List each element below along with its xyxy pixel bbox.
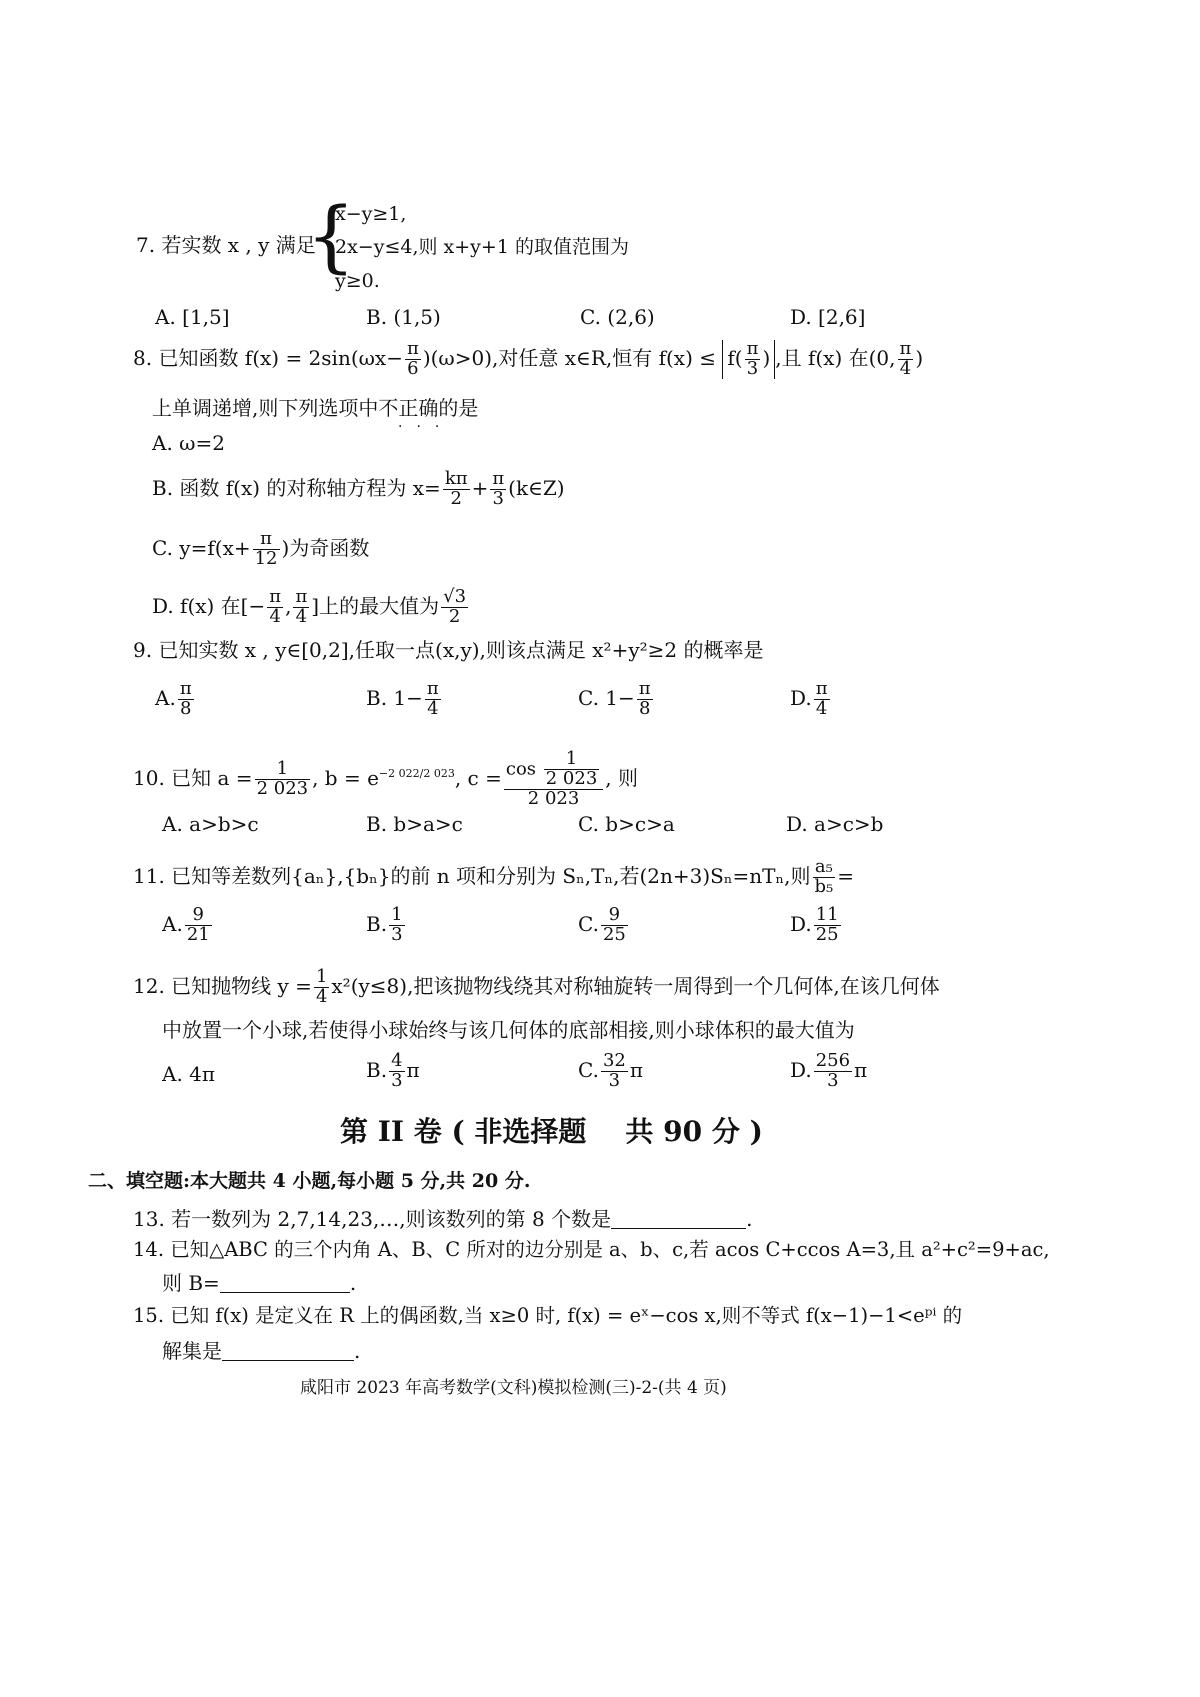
q10-stem: 10. 已知 a = $\frac{1}{2 023}$ , $b = e^{-2 022/2 023}$, c = cos $\frac{1}{2 023}$ 2 023 , 则	[133, 748, 638, 809]
q15-line2: 解集是 .	[162, 1339, 361, 1363]
q15-answer-blank[interactable]	[222, 1340, 354, 1361]
part2-heading: 二、填空题:本大题共 4 小题,每小题 5 分,共 20 分.	[88, 1170, 531, 1192]
q8-l1b: )(ω>0),对任意 x∈R,恒有 f(x) ≤	[422, 345, 717, 370]
q8-option-a: A. ω=2	[152, 431, 225, 455]
q10-option-b: B. b>a>c	[366, 812, 463, 836]
q8-line1: 8. 已知函数 f(x) = 2sin(ωx− $\frac{\pi}{6}$ )(ω>0),对任意 x∈R,恒有 f(x) ≤ f( $\frac{\pi}{3}$ ) ,且 f(x) 在(0, $\frac{\pi}{4}$ )	[133, 338, 924, 379]
q15-line1: 15. 已知 f(x) 是定义在 R 上的偶函数,当 x≥0 时, f(x) = eˣ−cos x,则不等式 f(x−1)−1<eᵖⁱ 的	[133, 1304, 963, 1327]
q10-c-fraction: cos $\frac{1}{2 023}$ 2 023	[504, 750, 603, 809]
q14-line1: 14. 已知△ABC 的三个内角 A、B、C 所对的边分别是 a、b、c,若 acos C+ccos A=3,且 a²+c²=9+ac,	[133, 1238, 1050, 1261]
q7-option-a: A. [1,5]	[155, 305, 230, 329]
q11-option-d: D. $\frac{11}{25}$	[790, 904, 839, 945]
q10-b-exponent: −2 022/2 023	[378, 767, 455, 781]
q14-answer-blank[interactable]	[220, 1272, 350, 1293]
q7-cond2: 2x−y≤4,则 x+y+1 的取值范围为	[335, 236, 629, 258]
q8-emphasis-dots: ···	[398, 419, 454, 435]
q14-line2: 则 B= .	[162, 1271, 357, 1295]
q8-frac-pi6: $\frac{\pi}{6}$	[406, 338, 419, 379]
q7-option-d: D. [2,6]	[790, 305, 866, 329]
q7-option-c: C. (2,6)	[580, 305, 655, 329]
q8-l1e: ,且 f(x) 在(0,	[775, 345, 896, 370]
q9-option-b: B. 1− $\frac{\pi}{4}$	[366, 678, 439, 719]
q7-cond1: x−y≥1,	[335, 203, 407, 225]
page-footer: 咸阳市 2023 年高考数学(文科)模拟检测(三)-2-(共 4 页)	[300, 1378, 727, 1398]
q8-option-c: C. y=f(x+ $\frac{\pi}{12}$ )为奇函数	[152, 528, 370, 569]
q12-line2: 中放置一个小球,若使得小球始终与该几何体的底部相接,则小球体积的最大值为	[162, 1018, 855, 1042]
q9-stem: 9. 已知实数 x , y∈[0,2],任取一点(x,y),则该点满足 x²+y²≥2 的概率是	[133, 638, 764, 662]
q12-option-d: D. $\frac{256}{3}$ π	[790, 1050, 868, 1091]
q12-option-c: C. $\frac{32}{3}$ π	[578, 1050, 644, 1091]
q8-option-d: D. f(x) 在[− $\frac{\pi}{4}$ , $\frac{\pi}{4}$ ]上的最大值为 $\frac{√3}{2}$	[152, 586, 467, 627]
q11-option-b: B. $\frac{1}{3}$	[366, 904, 403, 945]
q8-line2: 上单调递增,则下列选项中不正确的是	[152, 396, 479, 420]
q11-option-c: C. $\frac{9}{25}$	[578, 904, 626, 945]
q9-option-a: A. $\frac{\pi}{8}$	[155, 678, 192, 719]
q7-cond3: y≥0.	[335, 270, 380, 292]
q8-option-b: B. 函数 f(x) 的对称轴方程为 x= $\frac{k\pi}{2}$ + $\frac{\pi}{3}$ (k∈Z)	[152, 468, 565, 509]
q10-option-d: D. a>c>b	[786, 812, 884, 836]
q11-option-a: A. $\frac{9}{21}$	[162, 904, 210, 945]
q11-stem: 11. 已知等差数列{aₙ},{bₙ}的前 n 项和分别为 Sₙ,Tₙ,若(2n+3)Sₙ=nTₙ,则 $\frac{\text{a₅}}{\text{b₅}}$ =	[133, 856, 855, 897]
q9-option-c: C. 1− $\frac{\pi}{8}$	[578, 678, 651, 719]
q10-option-c: C. b>c>a	[578, 812, 675, 836]
q8-l1a: 8. 已知函数 f(x) = 2sin(ωx−	[133, 345, 403, 370]
q7-brace: {	[306, 192, 356, 282]
q13: 13. 若一数列为 2,7,14,23,…,则该数列的第 8 个数是 .	[133, 1207, 753, 1231]
q8-abs: f( $\frac{\pi}{3}$ )	[722, 340, 775, 379]
q7-option-b: B. (1,5)	[366, 305, 441, 329]
q12-line1: 12. 已知抛物线 y = $\frac{1}{4}$ x²(y≤8),把该抛物线绕其对称轴旋转一周得到一个几何体,在该几何体	[133, 966, 940, 1007]
section2-title: 第 II 卷 ( 非选择题 共 90 分 )	[340, 1115, 763, 1148]
q8-frac-pi4: $\frac{\pi}{4}$	[899, 338, 912, 379]
q9-option-d: D. $\frac{\pi}{4}$	[790, 678, 828, 719]
q13-answer-blank[interactable]	[611, 1208, 746, 1229]
q7-stem: 7. 若实数 x , y 满足	[136, 233, 316, 257]
q12-option-a: A. 4π	[162, 1062, 216, 1086]
q12-option-b: B. $\frac{4}{3}$ π	[366, 1050, 420, 1091]
q10-option-a: A. a>b>c	[162, 812, 259, 836]
